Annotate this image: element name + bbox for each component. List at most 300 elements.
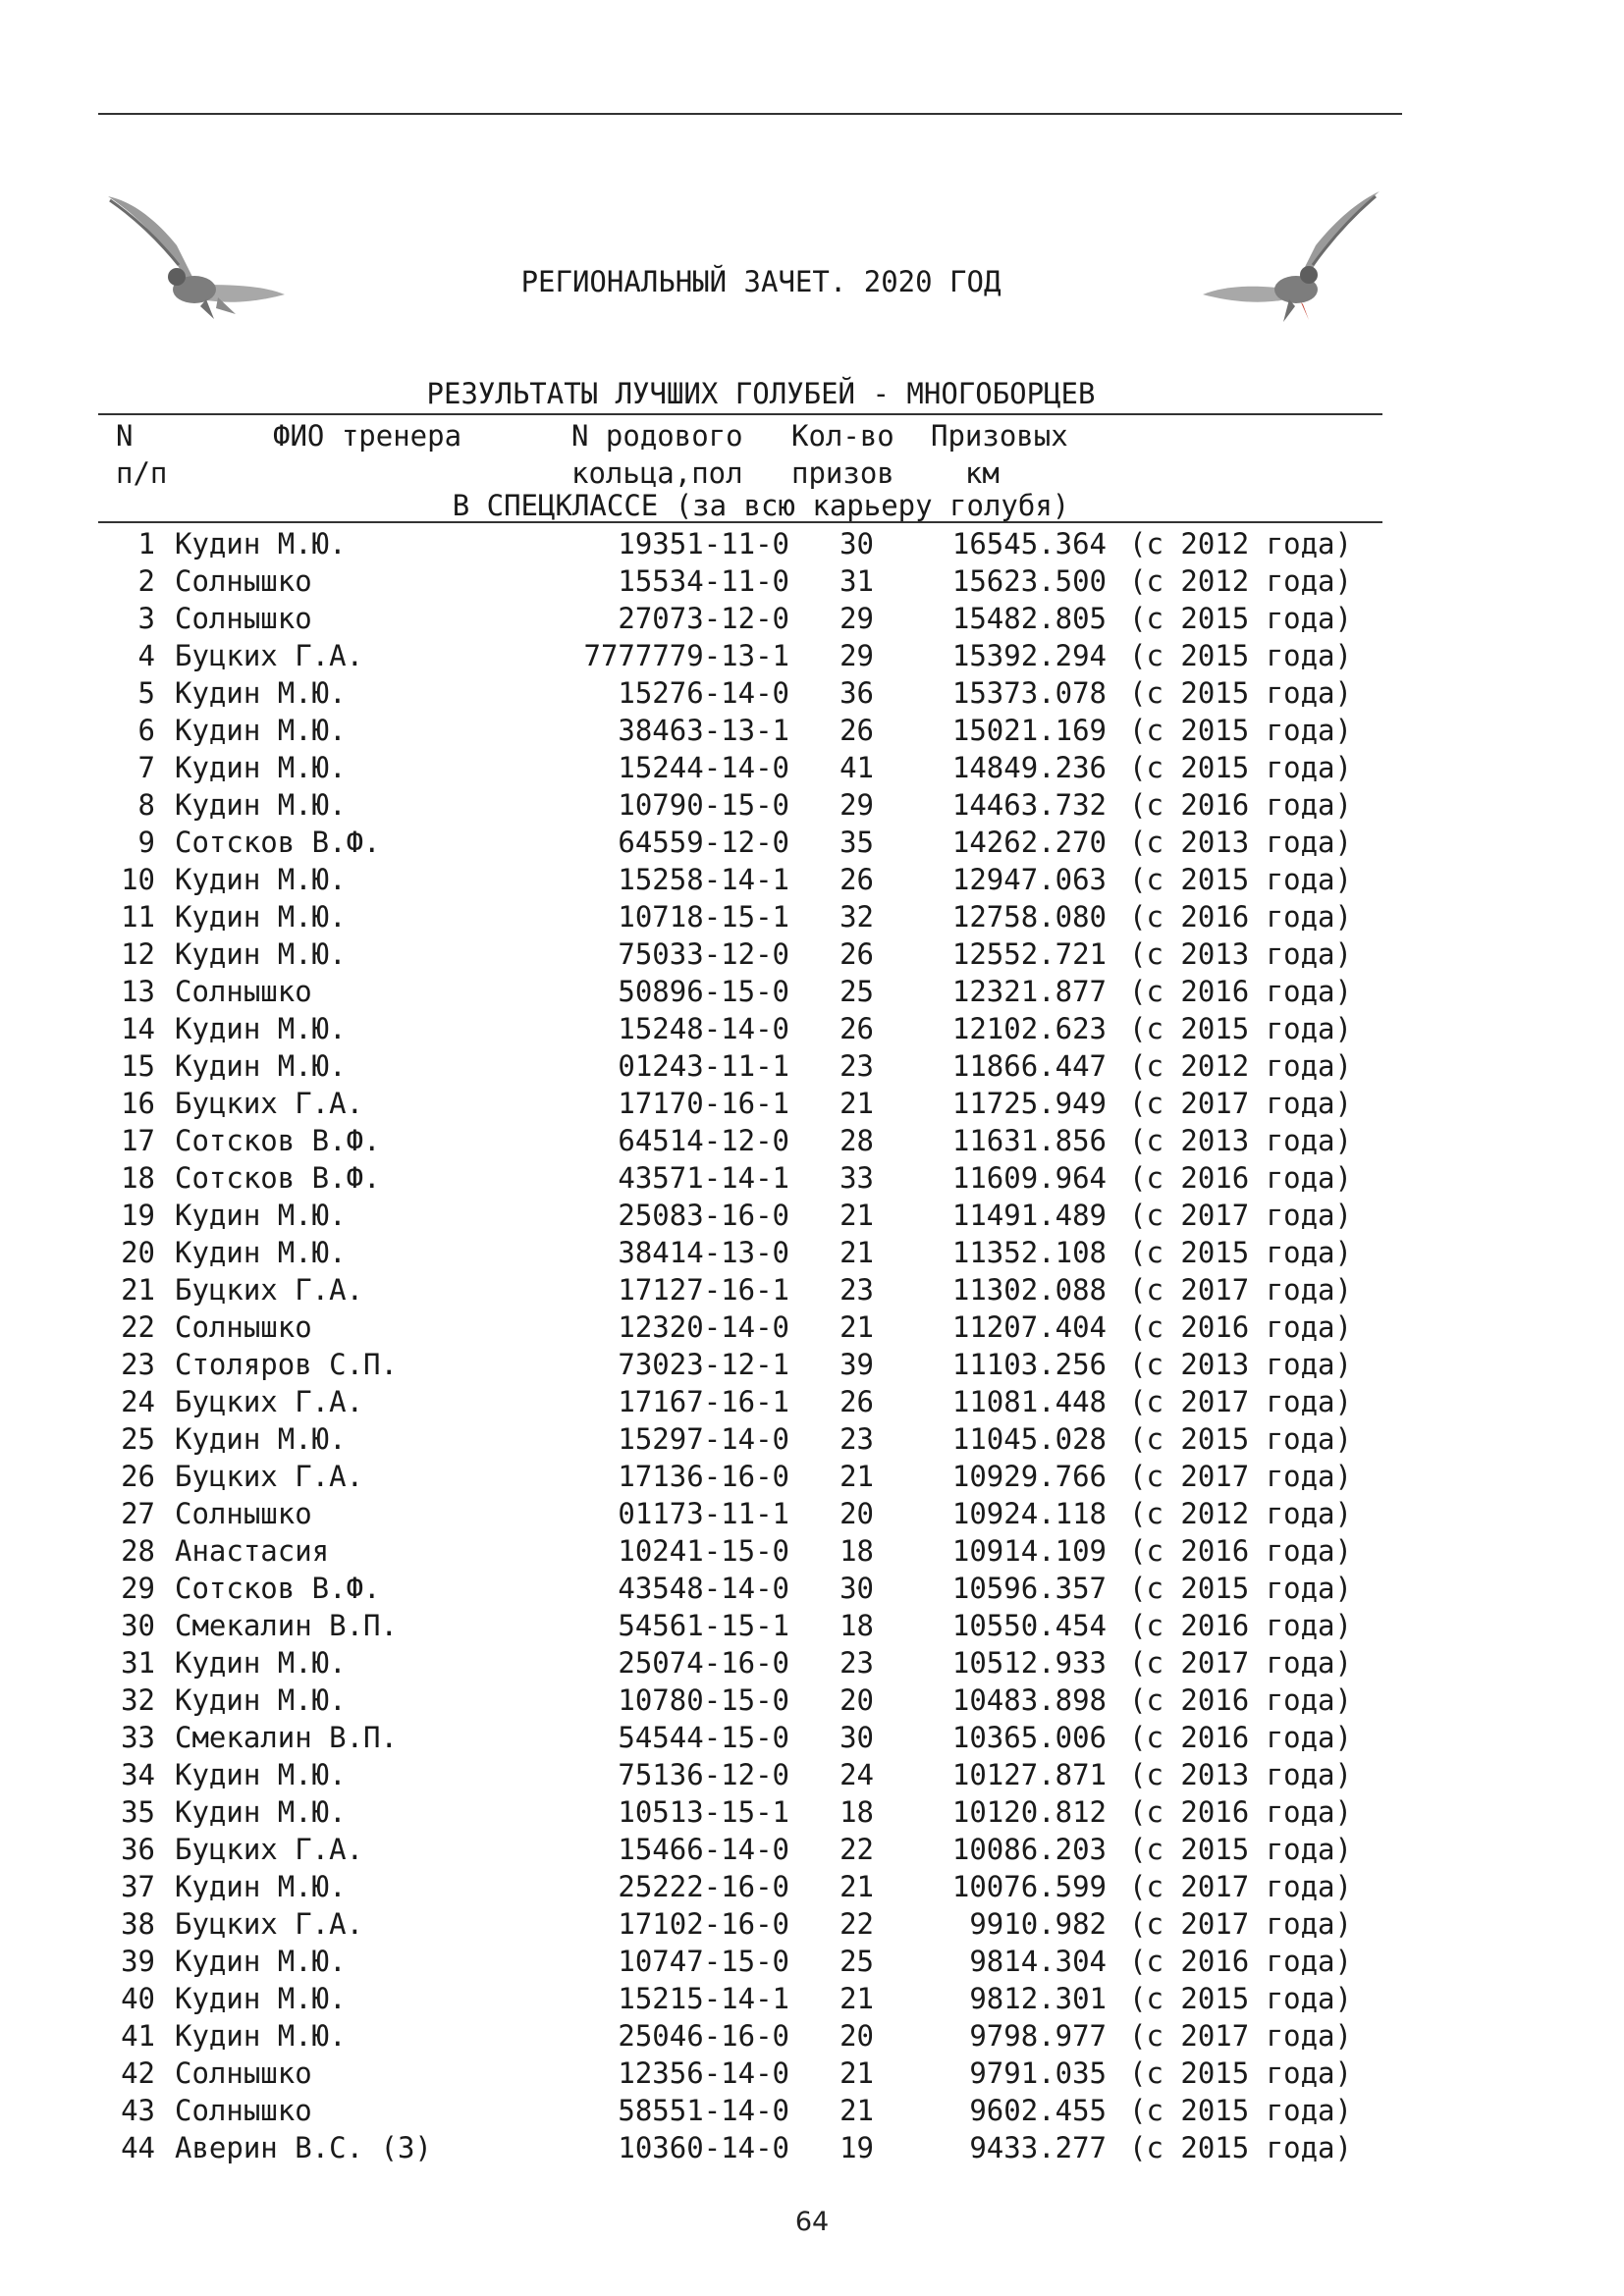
cell-num: 16: [121, 1087, 155, 1120]
cell-prizes: 29: [839, 788, 874, 822]
cell-since: (с 2015 года): [1129, 863, 1352, 896]
cell-km: 10120.812: [951, 1795, 1107, 1829]
cell-prizes: 36: [839, 676, 874, 710]
cell-since: (с 2015 года): [1129, 1422, 1352, 1456]
table-row: [0, 786, 1624, 824]
cell-km: 12321.877: [951, 975, 1107, 1008]
table-row: [0, 1868, 1624, 1905]
cell-km: 12758.080: [951, 900, 1107, 934]
cell-name: Кудин М.Ю.: [175, 1870, 347, 1903]
cell-prizes: 28: [839, 1124, 874, 1157]
cell-num: 32: [121, 1683, 155, 1717]
table-row: [0, 525, 1624, 562]
table-row: [0, 1644, 1624, 1682]
cell-num: 1: [137, 527, 155, 561]
table-row: [0, 1271, 1624, 1308]
cell-km: 11081.448: [951, 1385, 1107, 1418]
cell-name: Смекалин В.П.: [175, 1721, 398, 1754]
cell-km: 9433.277: [969, 2131, 1107, 2164]
cell-km: 11631.856: [951, 1124, 1107, 1157]
cell-num: 38: [121, 1907, 155, 1941]
cell-num: 22: [121, 1310, 155, 1344]
cell-km: 14262.270: [951, 826, 1107, 859]
table-row: [0, 1308, 1624, 1346]
cell-km: 10929.766: [951, 1460, 1107, 1493]
cell-since: (с 2016 года): [1129, 975, 1352, 1008]
cell-since: (с 2015 года): [1129, 602, 1352, 635]
cell-num: 37: [121, 1870, 155, 1903]
cell-km: 16545.364: [951, 527, 1107, 561]
cell-ring: 10360-14-0: [618, 2131, 789, 2164]
cell-ring: 12356-14-0: [618, 2056, 789, 2090]
cell-ring: 58551-14-0: [618, 2094, 789, 2127]
cell-km: 15021.169: [951, 714, 1107, 747]
table-row: [0, 674, 1624, 712]
header-rule-top: [98, 413, 1382, 415]
cell-km: 12947.063: [951, 863, 1107, 896]
cell-ring: 75033-12-0: [618, 937, 789, 971]
cell-name: Кудин М.Ю.: [175, 1236, 347, 1269]
cell-name: Буцких Г.А.: [175, 639, 364, 672]
cell-name: Буцких Г.А.: [175, 1385, 364, 1418]
cell-km: 15392.294: [951, 639, 1107, 672]
cell-km: 11491.489: [951, 1199, 1107, 1232]
cell-prizes: 21: [839, 1460, 874, 1493]
cell-since: (с 2015 года): [1129, 676, 1352, 710]
cell-num: 13: [121, 975, 155, 1008]
cell-prizes: 18: [839, 1534, 874, 1568]
cell-since: (с 2013 года): [1129, 1124, 1352, 1157]
cell-ring: 15534-11-0: [618, 564, 789, 598]
cell-since: (с 2017 года): [1129, 1870, 1352, 1903]
col-header-name: ФИО тренера: [273, 419, 462, 453]
cell-km: 14849.236: [951, 751, 1107, 784]
cell-num: 34: [121, 1758, 155, 1791]
cell-since: (с 2016 года): [1129, 1683, 1352, 1717]
cell-name: Кудин М.Ю.: [175, 788, 347, 822]
cell-name: Столяров С.П.: [175, 1348, 398, 1381]
cell-since: (с 2017 года): [1129, 1907, 1352, 1941]
cell-ring: 50896-15-0: [618, 975, 789, 1008]
cell-ring: 54561-15-1: [618, 1609, 789, 1642]
cell-prizes: 19: [839, 2131, 874, 2164]
cell-km: 10086.203: [951, 1833, 1107, 1866]
cell-num: 42: [121, 2056, 155, 2090]
cell-num: 36: [121, 1833, 155, 1866]
cell-since: (с 2012 года): [1129, 1049, 1352, 1083]
cell-prizes: 23: [839, 1646, 874, 1680]
cell-since: (с 2015 года): [1129, 639, 1352, 672]
cell-name: Солнышко: [175, 1497, 312, 1530]
table-row: [0, 1905, 1624, 1943]
title-line-1: РЕГИОНАЛЬНЫЙ ЗАЧЕТ. 2020 ГОД: [520, 265, 1001, 298]
cell-name: Кудин М.Ю.: [175, 676, 347, 710]
cell-prizes: 33: [839, 1161, 874, 1195]
table-row: [0, 1682, 1624, 1719]
cell-name: Анастасия: [175, 1534, 330, 1568]
cell-since: (с 2012 года): [1129, 527, 1352, 561]
cell-name: Солнышко: [175, 2094, 312, 2127]
cell-num: 33: [121, 1721, 155, 1754]
cell-name: Кудин М.Ю.: [175, 900, 347, 934]
cell-num: 35: [121, 1795, 155, 1829]
cell-num: 9: [137, 826, 155, 859]
cell-since: (с 2016 года): [1129, 1945, 1352, 1978]
cell-since: (с 2015 года): [1129, 2056, 1352, 2090]
cell-since: (с 2013 года): [1129, 1348, 1352, 1381]
cell-since: (с 2012 года): [1129, 564, 1352, 598]
cell-prizes: 41: [839, 751, 874, 784]
cell-km: 11609.964: [951, 1161, 1107, 1195]
top-rule: [98, 113, 1402, 115]
table-row: [0, 1719, 1624, 1756]
title-line-2: РЕЗУЛЬТАТЫ ЛУЧШИХ ГОЛУБЕЙ - МНОГОБОРЦЕВ: [426, 377, 1096, 410]
cell-prizes: 32: [839, 900, 874, 934]
cell-prizes: 31: [839, 564, 874, 598]
cell-name: Кудин М.Ю.: [175, 1646, 347, 1680]
table-row: [0, 1943, 1624, 1980]
cell-name: Аверин В.С. (З): [175, 2131, 432, 2164]
header-rule-bottom: [98, 521, 1382, 523]
cell-prizes: 26: [839, 714, 874, 747]
cell-since: (с 2015 года): [1129, 2131, 1352, 2164]
cell-prizes: 18: [839, 1609, 874, 1642]
cell-name: Сотсков В.Ф.: [175, 1124, 381, 1157]
cell-prizes: 21: [839, 1310, 874, 1344]
cell-km: 12552.721: [951, 937, 1107, 971]
cell-num: 6: [137, 714, 155, 747]
table-row: [0, 1085, 1624, 1122]
cell-since: (с 2016 года): [1129, 1609, 1352, 1642]
table-row: [0, 2129, 1624, 2166]
cell-km: 15623.500: [951, 564, 1107, 598]
cell-num: 24: [121, 1385, 155, 1418]
cell-since: (с 2015 года): [1129, 1982, 1352, 2015]
cell-since: (с 2017 года): [1129, 1646, 1352, 1680]
cell-name: Кудин М.Ю.: [175, 1049, 347, 1083]
cell-ring: 17127-16-1: [618, 1273, 789, 1307]
cell-ring: 25046-16-0: [618, 2019, 789, 2053]
cell-prizes: 21: [839, 2094, 874, 2127]
cell-prizes: 23: [839, 1273, 874, 1307]
cell-ring: 10241-15-0: [618, 1534, 789, 1568]
cell-since: (с 2016 года): [1129, 1534, 1352, 1568]
table-row: [0, 1047, 1624, 1085]
col-header-ring: N родового кольца,пол: [571, 419, 743, 490]
cell-prizes: 29: [839, 602, 874, 635]
table-row: [0, 973, 1624, 1010]
table-row: [0, 637, 1624, 674]
cell-prizes: 18: [839, 1795, 874, 1829]
cell-name: Кудин М.Ю.: [175, 751, 347, 784]
cell-ring: 17170-16-1: [618, 1087, 789, 1120]
cell-num: 28: [121, 1534, 155, 1568]
cell-num: 40: [121, 1982, 155, 2015]
cell-num: 2: [137, 564, 155, 598]
cell-name: Буцких Г.А.: [175, 1273, 364, 1307]
cell-num: 20: [121, 1236, 155, 1269]
cell-num: 10: [121, 863, 155, 896]
cell-ring: 10790-15-0: [618, 788, 789, 822]
cell-prizes: 21: [839, 1087, 874, 1120]
table-row: [0, 712, 1624, 749]
table-row: [0, 1159, 1624, 1197]
cell-num: 18: [121, 1161, 155, 1195]
cell-num: 19: [121, 1199, 155, 1232]
cell-since: (с 2016 года): [1129, 788, 1352, 822]
document-title: [255, 188, 1267, 561]
cell-since: (с 2016 года): [1129, 1721, 1352, 1754]
cell-ring: 64514-12-0: [618, 1124, 789, 1157]
table-row: [0, 1420, 1624, 1458]
cell-num: 27: [121, 1497, 155, 1530]
cell-name: Кудин М.Ю.: [175, 714, 347, 747]
cell-name: Кудин М.Ю.: [175, 1982, 347, 2015]
cell-ring: 25222-16-0: [618, 1870, 789, 1903]
cell-ring: 43548-14-0: [618, 1572, 789, 1605]
cell-since: (с 2013 года): [1129, 826, 1352, 859]
cell-since: (с 2017 года): [1129, 1460, 1352, 1493]
cell-name: Кудин М.Ю.: [175, 1758, 347, 1791]
cell-ring: 64559-12-0: [618, 826, 789, 859]
cell-prizes: 23: [839, 1049, 874, 1083]
cell-prizes: 20: [839, 2019, 874, 2053]
cell-ring: 10513-15-1: [618, 1795, 789, 1829]
cell-ring: 15215-14-1: [618, 1982, 789, 2015]
cell-ring: 27073-12-0: [618, 602, 789, 635]
cell-prizes: 29: [839, 639, 874, 672]
cell-ring: 15276-14-0: [618, 676, 789, 710]
cell-km: 10924.118: [951, 1497, 1107, 1530]
cell-num: 14: [121, 1012, 155, 1045]
cell-km: 9814.304: [969, 1945, 1107, 1978]
cell-name: Буцких Г.А.: [175, 1907, 364, 1941]
table-row: [0, 1793, 1624, 1831]
cell-km: 9602.455: [969, 2094, 1107, 2127]
cell-km: 10365.006: [951, 1721, 1107, 1754]
cell-ring: 10718-15-1: [618, 900, 789, 934]
cell-ring: 17136-16-0: [618, 1460, 789, 1493]
cell-name: Буцких Г.А.: [175, 1460, 364, 1493]
cell-prizes: 25: [839, 975, 874, 1008]
cell-since: (с 2016 года): [1129, 900, 1352, 934]
cell-num: 43: [121, 2094, 155, 2127]
cell-num: 4: [137, 639, 155, 672]
table-row: [0, 1458, 1624, 1495]
cell-km: 10550.454: [951, 1609, 1107, 1642]
cell-ring: 15248-14-0: [618, 1012, 789, 1045]
cell-km: 11352.108: [951, 1236, 1107, 1269]
cell-since: (с 2013 года): [1129, 937, 1352, 971]
cell-ring: 38463-13-1: [618, 714, 789, 747]
table-row: [0, 1532, 1624, 1570]
cell-name: Кудин М.Ю.: [175, 1012, 347, 1045]
cell-num: 15: [121, 1049, 155, 1083]
page-number: 64: [794, 2207, 830, 2237]
cell-since: (с 2015 года): [1129, 1833, 1352, 1866]
cell-num: 11: [121, 900, 155, 934]
cell-ring: 38414-13-0: [618, 1236, 789, 1269]
cell-prizes: 35: [839, 826, 874, 859]
cell-name: Солнышко: [175, 602, 312, 635]
cell-num: 21: [121, 1273, 155, 1307]
cell-num: 31: [121, 1646, 155, 1680]
cell-ring: 25083-16-0: [618, 1199, 789, 1232]
cell-ring: 12320-14-0: [618, 1310, 789, 1344]
table-row: [0, 2092, 1624, 2129]
cell-prizes: 20: [839, 1683, 874, 1717]
cell-since: (с 2013 года): [1129, 1758, 1352, 1791]
cell-name: Буцких Г.А.: [175, 1833, 364, 1866]
table-row: [0, 1980, 1624, 2017]
table-row: [0, 1831, 1624, 1868]
table-row: [0, 824, 1624, 861]
cell-km: 11302.088: [951, 1273, 1107, 1307]
cell-km: 14463.732: [951, 788, 1107, 822]
cell-num: 44: [121, 2131, 155, 2164]
cell-since: (с 2017 года): [1129, 1087, 1352, 1120]
cell-name: Буцких Г.А.: [175, 1087, 364, 1120]
cell-prizes: 21: [839, 1199, 874, 1232]
table-row: [0, 1495, 1624, 1532]
cell-km: 12102.623: [951, 1012, 1107, 1045]
cell-since: (с 2017 года): [1129, 1385, 1352, 1418]
table-row: [0, 600, 1624, 637]
cell-name: Солнышко: [175, 1310, 312, 1344]
cell-prizes: 21: [839, 1870, 874, 1903]
cell-name: Кудин М.Ю.: [175, 1422, 347, 1456]
cell-prizes: 20: [839, 1497, 874, 1530]
cell-ring: 17167-16-1: [618, 1385, 789, 1418]
cell-ring: 19351-11-0: [618, 527, 789, 561]
cell-name: Сотсков В.Ф.: [175, 1161, 381, 1195]
cell-name: Кудин М.Ю.: [175, 527, 347, 561]
cell-ring: 43571-14-1: [618, 1161, 789, 1195]
cell-name: Сотсков В.Ф.: [175, 1572, 381, 1605]
cell-ring: 25074-16-0: [618, 1646, 789, 1680]
title-line-3: В СПЕЦКЛАССЕ (за всю карьеру голубя): [452, 489, 1070, 522]
cell-name: Кудин М.Ю.: [175, 1945, 347, 1978]
cell-km: 11207.404: [951, 1310, 1107, 1344]
cell-since: (с 2015 года): [1129, 1236, 1352, 1269]
cell-name: Кудин М.Ю.: [175, 937, 347, 971]
cell-num: 23: [121, 1348, 155, 1381]
cell-prizes: 21: [839, 1236, 874, 1269]
cell-prizes: 39: [839, 1348, 874, 1381]
cell-since: (с 2017 года): [1129, 1273, 1352, 1307]
cell-km: 9812.301: [969, 1982, 1107, 2015]
cell-since: (с 2015 года): [1129, 751, 1352, 784]
cell-num: 12: [121, 937, 155, 971]
cell-num: 26: [121, 1460, 155, 1493]
cell-prizes: 21: [839, 2056, 874, 2090]
cell-num: 7: [137, 751, 155, 784]
table-row: [0, 898, 1624, 935]
cell-ring: 15466-14-0: [618, 1833, 789, 1866]
cell-num: 29: [121, 1572, 155, 1605]
table-row: [0, 861, 1624, 898]
cell-prizes: 30: [839, 527, 874, 561]
cell-since: (с 2017 года): [1129, 2019, 1352, 2053]
results-table: [0, 525, 1624, 2166]
cell-prizes: 30: [839, 1721, 874, 1754]
cell-km: 9791.035: [969, 2056, 1107, 2090]
cell-num: 8: [137, 788, 155, 822]
cell-since: (с 2015 года): [1129, 714, 1352, 747]
col-header-prizes: Кол-во призов: [791, 419, 894, 490]
cell-ring: 54544-15-0: [618, 1721, 789, 1754]
cell-km: 9798.977: [969, 2019, 1107, 2053]
cell-name: Смекалин В.П.: [175, 1609, 398, 1642]
cell-name: Солнышко: [175, 2056, 312, 2090]
cell-name: Кудин М.Ю.: [175, 1795, 347, 1829]
cell-ring: 75136-12-0: [618, 1758, 789, 1791]
cell-since: (с 2016 года): [1129, 1161, 1352, 1195]
cell-since: (с 2016 года): [1129, 1310, 1352, 1344]
cell-prizes: 23: [839, 1422, 874, 1456]
cell-name: Сотсков В.Ф.: [175, 826, 381, 859]
cell-km: 11725.949: [951, 1087, 1107, 1120]
table-row: [0, 1234, 1624, 1271]
cell-ring: 17102-16-0: [618, 1907, 789, 1941]
cell-ring: 10747-15-0: [618, 1945, 789, 1978]
cell-km: 10512.933: [951, 1646, 1107, 1680]
cell-km: 10483.898: [951, 1683, 1107, 1717]
cell-num: 5: [137, 676, 155, 710]
cell-km: 11866.447: [951, 1049, 1107, 1083]
cell-prizes: 22: [839, 1907, 874, 1941]
table-row: [0, 749, 1624, 786]
table-row: [0, 935, 1624, 973]
cell-ring: 10780-15-0: [618, 1683, 789, 1717]
cell-prizes: 22: [839, 1833, 874, 1866]
col-header-num: N п/п: [116, 419, 168, 490]
cell-ring: 7777779-13-1: [583, 639, 789, 672]
cell-ring: 01243-11-1: [618, 1049, 789, 1083]
cell-name: Кудин М.Ю.: [175, 863, 347, 896]
cell-name: Солнышко: [175, 975, 312, 1008]
cell-num: 17: [121, 1124, 155, 1157]
cell-km: 10596.357: [951, 1572, 1107, 1605]
cell-since: (с 2015 года): [1129, 2094, 1352, 2127]
cell-prizes: 24: [839, 1758, 874, 1791]
cell-ring: 15297-14-0: [618, 1422, 789, 1456]
cell-km: 11045.028: [951, 1422, 1107, 1456]
cell-prizes: 30: [839, 1572, 874, 1605]
cell-prizes: 26: [839, 1012, 874, 1045]
cell-name: Кудин М.Ю.: [175, 2019, 347, 2053]
cell-km: 11103.256: [951, 1348, 1107, 1381]
cell-since: (с 2012 года): [1129, 1497, 1352, 1530]
cell-prizes: 21: [839, 1982, 874, 2015]
cell-ring: 01173-11-1: [618, 1497, 789, 1530]
table-row: [0, 2055, 1624, 2092]
table-row: [0, 1383, 1624, 1420]
cell-ring: 15258-14-1: [618, 863, 789, 896]
cell-prizes: 25: [839, 1945, 874, 1978]
cell-km: 10914.109: [951, 1534, 1107, 1568]
table-row: [0, 1197, 1624, 1234]
cell-km: 9910.982: [969, 1907, 1107, 1941]
table-row: [0, 562, 1624, 600]
table-row: [0, 1607, 1624, 1644]
cell-since: (с 2015 года): [1129, 1012, 1352, 1045]
cell-since: (с 2015 года): [1129, 1572, 1352, 1605]
cell-km: 15482.805: [951, 602, 1107, 635]
cell-ring: 15244-14-0: [618, 751, 789, 784]
cell-num: 30: [121, 1609, 155, 1642]
table-row: [0, 2017, 1624, 2055]
